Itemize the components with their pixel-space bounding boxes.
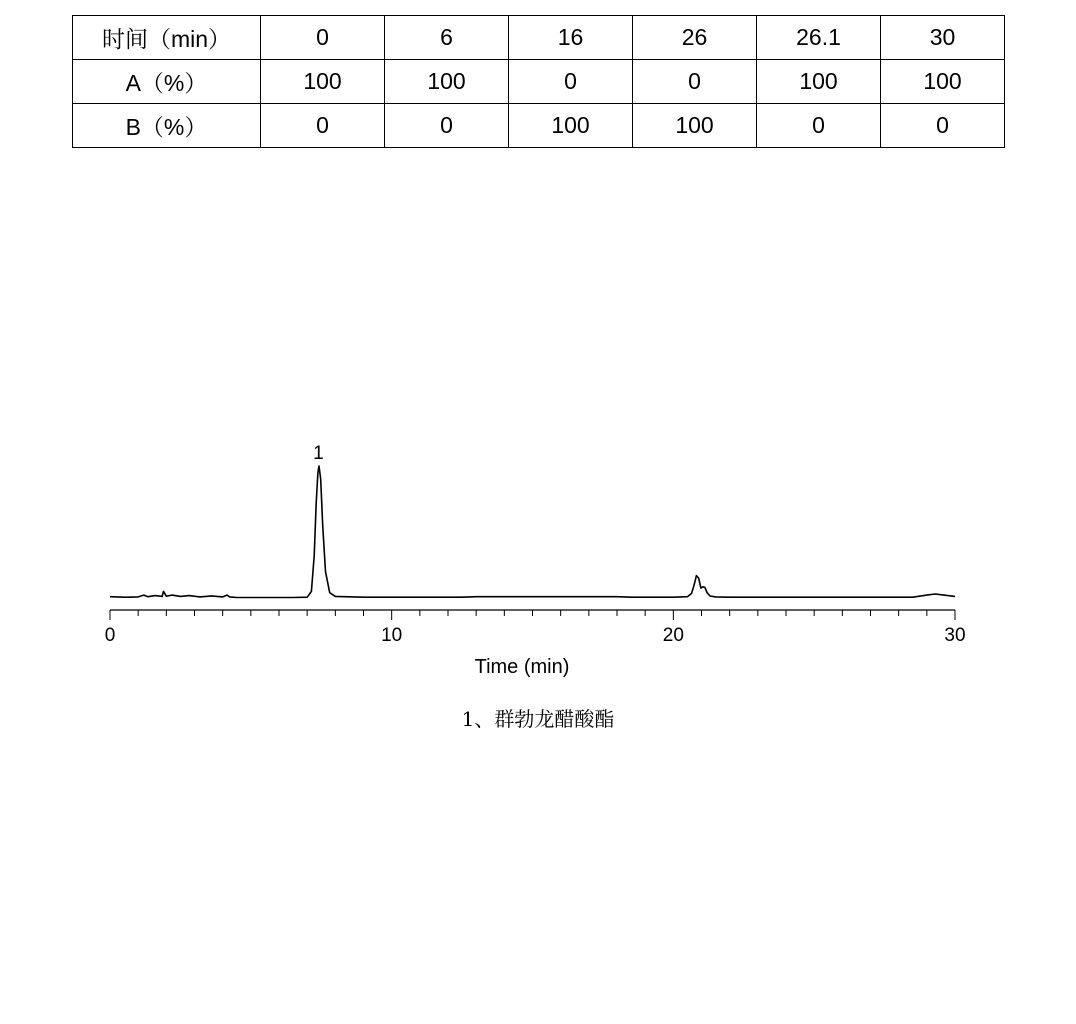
solvent-b-cell: 0: [881, 104, 1005, 148]
x-axis-label: Time (min): [474, 656, 570, 678]
gradient-table: [72, 15, 1005, 148]
solvent-a-cell: 0: [633, 60, 757, 104]
solvent-a-cell: 100: [385, 60, 509, 104]
x-tick-label: 0: [104, 625, 116, 646]
table-row: [73, 60, 1005, 104]
time-cell: 6: [385, 16, 509, 60]
trace-layer: [110, 466, 955, 598]
time-cell: 30: [881, 16, 1005, 60]
time-header-cell: 时间（min）: [73, 16, 261, 60]
peak-label: 1: [313, 443, 324, 464]
time-cell: 26.1: [757, 16, 881, 60]
figure-caption: 1、群勃龙醋酸酯: [461, 707, 615, 731]
solvent-a-cell: 100: [881, 60, 1005, 104]
time-cell: 0: [261, 16, 385, 60]
table-row: [73, 104, 1005, 148]
solvent-a-cell: 100: [261, 60, 385, 104]
chromatogram-chart: [0, 420, 1076, 690]
solvent-b-cell: 100: [509, 104, 633, 148]
x-axis: [105, 610, 966, 646]
solvent-a-cell: 100: [757, 60, 881, 104]
solvent-a-label-cell: A（%）: [73, 60, 261, 104]
table-row: [73, 16, 1005, 60]
x-tick-label: 20: [662, 625, 684, 646]
solvent-a-cell: 0: [509, 60, 633, 104]
chromatogram-trace: [110, 466, 955, 598]
x-tick-label: 10: [381, 625, 403, 646]
solvent-b-cell: 100: [633, 104, 757, 148]
solvent-b-cell: 0: [261, 104, 385, 148]
solvent-b-cell: 0: [385, 104, 509, 148]
solvent-b-label-cell: B（%）: [73, 104, 261, 148]
x-tick-label: 30: [944, 625, 966, 646]
time-cell: 16: [509, 16, 633, 60]
time-cell: 26: [633, 16, 757, 60]
solvent-b-cell: 0: [757, 104, 881, 148]
